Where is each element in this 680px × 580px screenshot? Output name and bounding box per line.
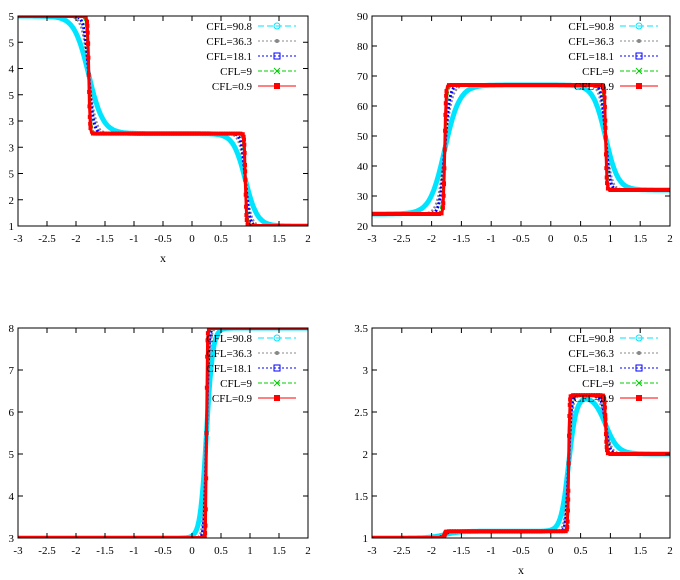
series-line (372, 395, 670, 538)
series-marker (244, 213, 248, 217)
y-tick-label: 3 (8, 116, 14, 128)
x-tick-label: 0 (189, 545, 195, 557)
x-axis-label: x (518, 563, 524, 577)
series-marker (85, 20, 89, 24)
y-tick-label: 1.5 (354, 491, 368, 503)
x-tick-label: -0.5 (154, 233, 172, 245)
series-line (372, 85, 670, 214)
x-tick-label: -2.5 (393, 545, 411, 557)
y-tick-label: 3 (362, 365, 368, 377)
x-tick-label: -1.5 (96, 545, 114, 557)
series-marker (242, 143, 246, 147)
x-tick-label: 1 (247, 545, 253, 557)
series-marker (205, 431, 209, 435)
series-marker (86, 56, 90, 60)
series-marker (603, 405, 607, 409)
series-marker (85, 24, 89, 28)
series-marker (244, 193, 248, 197)
y-tick-label: 60 (357, 101, 368, 113)
series-marker (204, 476, 208, 480)
legend-label: CFL=36.3 (206, 348, 252, 360)
series-marker (245, 218, 249, 222)
x-tick-label: -2 (427, 545, 437, 557)
plot-frame (18, 328, 308, 538)
x-tick-label: -3 (367, 233, 377, 245)
series-marker (603, 413, 607, 417)
legend-label: CFL=0.9 (573, 393, 614, 405)
chart-panel-4 (354, 323, 673, 577)
series-marker (567, 434, 571, 438)
series-line (18, 16, 308, 226)
series-marker (443, 113, 447, 117)
x-tick-label: -1 (486, 545, 496, 557)
legend-label: CFL=18.1 (206, 363, 252, 375)
y-tick-label: 7 (8, 365, 14, 377)
x-tick-label: 1.5 (272, 233, 286, 245)
legend-marker (636, 83, 642, 89)
series-marker (87, 104, 91, 108)
legend-label: CFL=0.9 (573, 81, 614, 93)
legend-label: CFL=9 (582, 66, 614, 78)
x-tick-label: -3 (13, 233, 23, 245)
series-marker (445, 89, 449, 93)
y-tick-label: 4 (8, 491, 14, 503)
plot-frame (18, 16, 308, 226)
chart-panel-2 (357, 11, 673, 245)
x-tick-label: -0.5 (512, 233, 530, 245)
series-marker (603, 105, 607, 109)
legend-marker (637, 351, 641, 355)
legend-marker (274, 395, 280, 401)
series-line (18, 328, 308, 538)
legend-marker (636, 395, 642, 401)
y-tick-label: 70 (357, 71, 368, 83)
y-tick-label: 5 (8, 168, 14, 181)
legend (206, 333, 296, 405)
x-tick-label: 1 (607, 545, 614, 557)
series-marker (87, 90, 91, 94)
series-line (372, 395, 670, 538)
y-tick-label: 5 (8, 449, 14, 461)
y-tick-label: 30 (357, 191, 368, 203)
chart-panel-3 (9, 323, 311, 557)
x-tick-label: 0.5 (573, 545, 588, 557)
x-tick-label: 1 (607, 233, 614, 245)
chart-panel-1 (9, 11, 311, 265)
series-marker (604, 152, 608, 156)
x-tick-label: 0.5 (573, 233, 588, 245)
x-tick-label: 2 (667, 545, 673, 557)
series-marker (442, 182, 446, 186)
y-tick-label: 1 (8, 221, 14, 233)
y-tick-label: 2 (8, 194, 14, 207)
y-tick-label: 6 (8, 407, 14, 419)
series-marker (605, 175, 609, 179)
series-marker (442, 166, 446, 170)
plot-area (370, 393, 672, 540)
y-tick-label: 40 (357, 161, 368, 173)
legend-label: CFL=90.8 (206, 21, 252, 33)
legend-label: CFL=0.9 (211, 81, 252, 93)
series-line (18, 16, 308, 226)
legend-label: CFL=9 (220, 66, 252, 78)
x-tick-label: 0.5 (214, 233, 228, 245)
y-tick-label: 20 (357, 221, 368, 233)
series-marker (605, 448, 609, 452)
series-line (18, 328, 308, 538)
series-marker (566, 498, 570, 502)
x-tick-label: -1 (486, 233, 496, 245)
legend-marker (637, 39, 641, 43)
x-tick-label: 0 (189, 233, 195, 245)
series-marker (566, 489, 570, 493)
x-tick-label: 2 (305, 545, 311, 557)
legend-label: CFL=9 (582, 378, 614, 390)
series-marker (84, 15, 88, 19)
y-tick-label: 4 (8, 63, 14, 76)
series-marker (440, 211, 444, 215)
plot-frame (372, 328, 670, 538)
legend-label: CFL=36.3 (568, 36, 614, 48)
series-marker (242, 138, 246, 142)
legend-label: CFL=90.8 (206, 333, 252, 345)
series-marker (443, 148, 447, 152)
series-marker (604, 432, 608, 436)
series-marker (443, 129, 447, 133)
series-marker (203, 524, 207, 528)
y-tick-label: 3 (8, 533, 14, 545)
y-tick-label: 5 (8, 37, 14, 50)
y-tick-label: 5 (8, 11, 14, 23)
series-marker (205, 386, 209, 390)
x-tick-label: -1 (129, 233, 139, 245)
series-marker (568, 397, 572, 401)
series-marker (566, 509, 570, 513)
series-marker (565, 525, 569, 529)
x-tick-label: 1.5 (272, 545, 286, 557)
series-marker (244, 205, 248, 209)
series-line (18, 328, 308, 538)
series-line (372, 85, 670, 214)
plot-area (370, 83, 672, 216)
x-tick-label: 1.5 (633, 233, 648, 245)
series-marker (441, 206, 445, 210)
x-tick-label: 0.5 (214, 545, 228, 557)
y-tick-label: 3 (8, 142, 14, 155)
series-marker (604, 423, 608, 427)
y-tick-label: 3.5 (354, 323, 368, 335)
legend-label: CFL=18.1 (568, 51, 614, 63)
series-line (372, 399, 670, 538)
series-line (18, 16, 308, 226)
series-line (18, 328, 308, 538)
series-marker (442, 194, 446, 198)
series-line (372, 395, 670, 538)
x-tick-label: -0.5 (512, 545, 530, 557)
x-tick-label: 1.5 (633, 545, 648, 557)
series-marker (87, 73, 91, 77)
legend-label: CFL=9 (220, 378, 252, 390)
x-tick-label: -3 (13, 545, 23, 557)
series-marker (88, 122, 92, 126)
x-tick-label: -1 (129, 545, 139, 557)
series-line (372, 395, 670, 538)
series-line (372, 85, 670, 214)
series-line (372, 85, 670, 214)
x-tick-label: -2 (71, 545, 81, 557)
x-tick-label: 0 (548, 233, 554, 245)
x-tick-label: -2.5 (38, 545, 56, 557)
series-marker (441, 201, 445, 205)
plot-frame (372, 16, 670, 226)
series-marker (86, 31, 90, 35)
legend-label: CFL=18.1 (206, 51, 252, 63)
series-line (18, 16, 308, 226)
x-tick-label: -2 (71, 233, 81, 245)
x-tick-label: -1.5 (452, 233, 471, 245)
x-tick-label: 1 (247, 233, 253, 245)
x-tick-label: 2 (305, 233, 311, 245)
x-tick-label: -2.5 (393, 233, 411, 245)
series-marker (203, 531, 207, 535)
series-marker (603, 119, 607, 123)
x-tick-label: -2.5 (38, 233, 56, 245)
series-marker (243, 163, 247, 167)
x-tick-label: -2 (427, 233, 437, 245)
series-marker (566, 520, 570, 524)
x-tick-label: -0.5 (154, 545, 172, 557)
series-marker (604, 136, 608, 140)
legend (206, 21, 296, 93)
series-marker (204, 507, 208, 511)
legend-marker (275, 351, 279, 355)
series-marker (444, 530, 448, 534)
plot-area (16, 326, 310, 540)
series-marker (243, 169, 247, 173)
series-line (18, 16, 308, 226)
y-tick-label: 2 (362, 449, 368, 461)
series-marker (603, 417, 607, 421)
legend-marker (275, 39, 279, 43)
legend-label: CFL=18.1 (568, 363, 614, 375)
legend-label: CFL=90.8 (568, 21, 614, 33)
series-marker (603, 126, 607, 130)
series-marker (603, 96, 607, 100)
y-tick-label: 50 (357, 131, 368, 143)
series-line (18, 328, 308, 538)
series-marker (604, 166, 608, 170)
y-tick-label: 2.5 (354, 407, 368, 419)
legend-label: CFL=36.3 (206, 36, 252, 48)
series-marker (444, 94, 448, 98)
series-marker (86, 41, 90, 45)
series-marker (88, 115, 92, 119)
plot-area (16, 14, 310, 228)
series-marker (567, 414, 571, 418)
x-tick-label: 2 (667, 233, 673, 245)
legend-label: CFL=0.9 (211, 393, 252, 405)
series-marker (605, 181, 609, 185)
legend-marker (274, 83, 280, 89)
series-marker (604, 440, 608, 444)
y-tick-label: 5 (8, 89, 14, 102)
legend-label: CFL=90.8 (568, 333, 614, 345)
y-tick-label: 90 (357, 11, 368, 23)
x-tick-label: -1.5 (96, 233, 114, 245)
series-marker (89, 126, 93, 130)
x-tick-label: 0 (548, 545, 554, 557)
series-marker (243, 178, 247, 182)
series-marker (444, 101, 448, 105)
x-axis-label: x (160, 251, 166, 265)
series-line (372, 85, 670, 214)
series-marker (568, 403, 572, 407)
legend-label: CFL=36.3 (568, 348, 614, 360)
y-tick-label: 1 (362, 533, 368, 545)
legend (568, 333, 658, 405)
x-tick-label: -1.5 (452, 545, 471, 557)
legend (568, 21, 658, 93)
y-tick-label: 80 (357, 41, 368, 53)
series-marker (567, 461, 571, 465)
series-marker (243, 151, 247, 155)
x-tick-label: -3 (367, 545, 377, 557)
y-tick-label: 8 (8, 323, 14, 335)
